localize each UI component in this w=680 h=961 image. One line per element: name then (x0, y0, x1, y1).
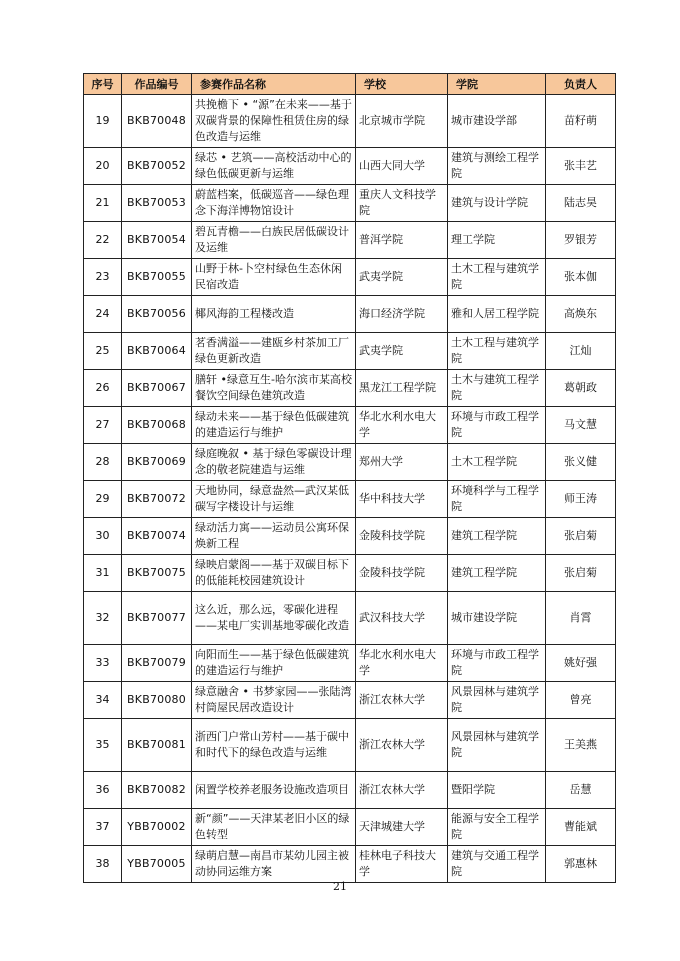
table-row (84, 481, 616, 518)
school-name: 浙江农林大学 (356, 772, 448, 809)
work-code: BKB70082 (122, 772, 192, 809)
college-name: 暨阳学院 (448, 772, 546, 809)
school-name: 海口经济学院 (356, 296, 448, 333)
table-row (84, 333, 616, 370)
table-row (84, 809, 616, 846)
work-code: BKB70074 (122, 518, 192, 555)
leader-name: 罗银芳 (546, 222, 616, 259)
header-index: 序号 (84, 74, 122, 95)
school-name: 武夷学院 (356, 333, 448, 370)
leader-name: 张丰艺 (546, 148, 616, 185)
work-name: 新“颜”——天津某老旧小区的绿色转型 (192, 809, 356, 846)
leader-name: 陆志昊 (546, 185, 616, 222)
school-name: 黑龙江工程学院 (356, 370, 448, 407)
work-code: BKB70075 (122, 555, 192, 592)
school-name: 金陵科技学院 (356, 555, 448, 592)
table-row (84, 148, 616, 185)
leader-name: 姚好强 (546, 645, 616, 682)
row-index: 19 (84, 95, 122, 148)
leader-name: 苗籽萌 (546, 95, 616, 148)
college-name: 环境与市政工程学院 (448, 645, 546, 682)
college-name: 风景园林与建筑学院 (448, 719, 546, 772)
work-name: 这么近，那么远，零碳化进程——某电厂实训基地零碳化改造 (192, 592, 356, 645)
table-row (84, 407, 616, 444)
school-name: 郑州大学 (356, 444, 448, 481)
header-code: 作品编号 (122, 74, 192, 95)
header-school: 学校 (356, 74, 448, 95)
work-name: 山野于林-卜空村绿色生态休闲民宿改造 (192, 259, 356, 296)
table-row (84, 592, 616, 645)
work-code: BKB70081 (122, 719, 192, 772)
college-name: 建筑工程学院 (448, 518, 546, 555)
college-name: 建筑与测绘工程学院 (448, 148, 546, 185)
college-name: 建筑与设计学院 (448, 185, 546, 222)
row-index: 24 (84, 296, 122, 333)
college-name: 环境科学与工程学院 (448, 481, 546, 518)
school-name: 山西大同大学 (356, 148, 448, 185)
college-name: 土木工程学院 (448, 444, 546, 481)
work-code: BKB70080 (122, 682, 192, 719)
work-code: YBB70005 (122, 846, 192, 883)
row-index: 30 (84, 518, 122, 555)
leader-name: 张启菊 (546, 518, 616, 555)
work-name: 蔚蓝档案，低碳巡音——绿色理念下海洋博物馆设计 (192, 185, 356, 222)
row-index: 21 (84, 185, 122, 222)
row-index: 25 (84, 333, 122, 370)
leader-name: 张本伽 (546, 259, 616, 296)
row-index: 22 (84, 222, 122, 259)
leader-name: 郭惠林 (546, 846, 616, 883)
school-name: 普洱学院 (356, 222, 448, 259)
college-name: 雅和人居工程学院 (448, 296, 546, 333)
row-index: 23 (84, 259, 122, 296)
work-code: BKB70056 (122, 296, 192, 333)
table-header-row (84, 74, 616, 95)
work-code: BKB70048 (122, 95, 192, 148)
leader-name: 高焕东 (546, 296, 616, 333)
leader-name: 马文慧 (546, 407, 616, 444)
leader-name: 张义健 (546, 444, 616, 481)
work-code: BKB70072 (122, 481, 192, 518)
work-code: YBB70002 (122, 809, 192, 846)
school-name: 华北水利水电大学 (356, 407, 448, 444)
row-index: 20 (84, 148, 122, 185)
school-name: 北京城市学院 (356, 95, 448, 148)
work-name: 绿庭晚叙 • 基于绿色零碳设计理念的敬老院建造与运维 (192, 444, 356, 481)
row-index: 37 (84, 809, 122, 846)
work-name: 浙西门户常山芳村——基于碳中和时代下的绿色改造与运维 (192, 719, 356, 772)
table-row (84, 185, 616, 222)
college-name: 城市建设学院 (448, 592, 546, 645)
school-name: 金陵科技学院 (356, 518, 448, 555)
header-leader: 负责人 (546, 74, 616, 95)
row-index: 26 (84, 370, 122, 407)
school-name: 浙江农林大学 (356, 719, 448, 772)
work-name: 天地协同，绿意盎然—武汉某低碳写字楼设计与运维 (192, 481, 356, 518)
college-name: 城市建设学部 (448, 95, 546, 148)
table-row (84, 719, 616, 772)
table-row (84, 296, 616, 333)
row-index: 27 (84, 407, 122, 444)
table-row (84, 846, 616, 883)
work-name: 共挽檐下 • “源”在未来——基于双碳背景的保障性租赁住房的绿色改造与运维 (192, 95, 356, 148)
award-table (83, 73, 616, 883)
work-name: 绿意融舍 • 书梦家园——张陆湾村筒屋民居改造设计 (192, 682, 356, 719)
leader-name: 肖霄 (546, 592, 616, 645)
row-index: 32 (84, 592, 122, 645)
college-name: 土木工程与建筑学院 (448, 259, 546, 296)
leader-name: 岳慧 (546, 772, 616, 809)
table-row (84, 222, 616, 259)
row-index: 28 (84, 444, 122, 481)
leader-name: 葛朝政 (546, 370, 616, 407)
work-code: BKB70064 (122, 333, 192, 370)
work-code: BKB70077 (122, 592, 192, 645)
work-code: BKB70069 (122, 444, 192, 481)
work-code: BKB70068 (122, 407, 192, 444)
school-name: 重庆人文科技学院 (356, 185, 448, 222)
work-name: 茗香满溢——建瓯乡村茶加工厂绿色更新改造 (192, 333, 356, 370)
row-index: 36 (84, 772, 122, 809)
school-name: 浙江农林大学 (356, 682, 448, 719)
table-row (84, 518, 616, 555)
work-name: 碧瓦青檐——白族民居低碳设计及运维 (192, 222, 356, 259)
school-name: 武汉科技大学 (356, 592, 448, 645)
work-name: 绿芯 • 艺筑——高校活动中心的绿色低碳更新与运维 (192, 148, 356, 185)
college-name: 理工学院 (448, 222, 546, 259)
table-row (84, 370, 616, 407)
school-name: 桂林电子科技大学 (356, 846, 448, 883)
leader-name: 江灿 (546, 333, 616, 370)
page-number: 21 (333, 880, 347, 893)
work-name: 椰风海韵工程楼改造 (192, 296, 356, 333)
school-name: 华北水利水电大学 (356, 645, 448, 682)
header-work-name: 参赛作品名称 (192, 74, 356, 95)
row-index: 38 (84, 846, 122, 883)
work-name: 绿萌启慧—南昌市某幼儿园主被动协同运维方案 (192, 846, 356, 883)
table-row (84, 444, 616, 481)
work-code: BKB70053 (122, 185, 192, 222)
table-row (84, 95, 616, 148)
college-name: 建筑工程学院 (448, 555, 546, 592)
table-row (84, 682, 616, 719)
college-name: 土木工程与建筑学院 (448, 333, 546, 370)
table-body (84, 95, 616, 883)
work-code: BKB70052 (122, 148, 192, 185)
college-name: 土木与建筑工程学院 (448, 370, 546, 407)
school-name: 天津城建大学 (356, 809, 448, 846)
work-name: 绿动未来——基于绿色低碳建筑的建造运行与维护 (192, 407, 356, 444)
row-index: 35 (84, 719, 122, 772)
table-row (84, 259, 616, 296)
table-row (84, 555, 616, 592)
college-name: 环境与市政工程学院 (448, 407, 546, 444)
college-name: 能源与安全工程学院 (448, 809, 546, 846)
work-code: BKB70079 (122, 645, 192, 682)
leader-name: 曾亮 (546, 682, 616, 719)
table-row (84, 645, 616, 682)
header-college: 学院 (448, 74, 546, 95)
row-index: 34 (84, 682, 122, 719)
table-row (84, 772, 616, 809)
work-name: 向阳而生——基于绿色低碳建筑的建造运行与维护 (192, 645, 356, 682)
work-name: 绿动活力寓——运动员公寓环保焕新工程 (192, 518, 356, 555)
work-code: BKB70054 (122, 222, 192, 259)
school-name: 武夷学院 (356, 259, 448, 296)
school-name: 华中科技大学 (356, 481, 448, 518)
row-index: 31 (84, 555, 122, 592)
row-index: 29 (84, 481, 122, 518)
leader-name: 张启菊 (546, 555, 616, 592)
work-code: BKB70067 (122, 370, 192, 407)
leader-name: 曹能斌 (546, 809, 616, 846)
college-name: 建筑与交通工程学院 (448, 846, 546, 883)
leader-name: 师王涛 (546, 481, 616, 518)
work-name: 绿映启蒙阁——基于双碳目标下的低能耗校园建筑设计 (192, 555, 356, 592)
work-name: 膳轩 •绿意互生-哈尔滨市某高校餐饮空间绿色建筑改造 (192, 370, 356, 407)
work-name: 闲置学校养老服务设施改造项目 (192, 772, 356, 809)
college-name: 风景园林与建筑学院 (448, 682, 546, 719)
row-index: 33 (84, 645, 122, 682)
work-code: BKB70055 (122, 259, 192, 296)
leader-name: 王美燕 (546, 719, 616, 772)
